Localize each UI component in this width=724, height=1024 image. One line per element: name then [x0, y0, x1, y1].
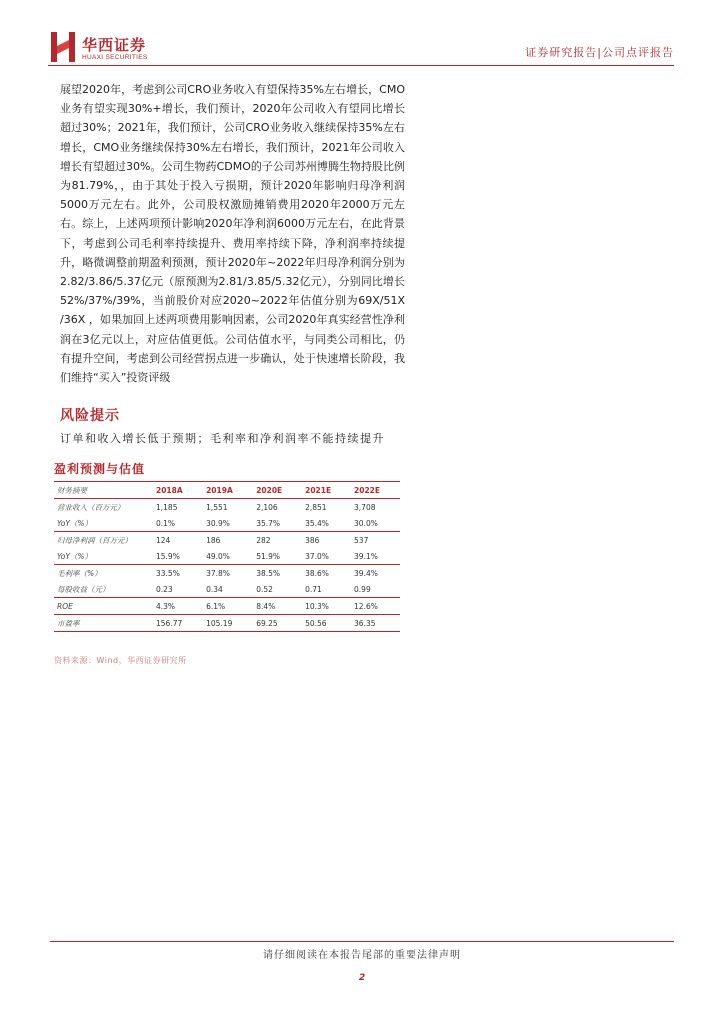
- table-cell: 0.99: [354, 584, 371, 594]
- brand-name-cn: 华西证券: [82, 36, 147, 54]
- table-cell: 282: [253, 532, 302, 549]
- year-header: 2020E: [253, 482, 302, 499]
- row-label: 营业收入（百万元）: [57, 502, 125, 512]
- table-cell: 69.25: [253, 615, 302, 632]
- header-divider: [48, 65, 674, 66]
- table-cell: 1,185: [156, 502, 178, 512]
- report-type-label: 证券研究报告|公司点评报告: [525, 46, 674, 59]
- table-cell: 124: [153, 532, 203, 549]
- forecast-table: [54, 481, 400, 632]
- table-cell: 35.7%: [256, 518, 281, 528]
- table-row: [54, 532, 400, 549]
- table-cell: 51.9%: [256, 551, 281, 561]
- year-header: 2021E: [302, 482, 351, 499]
- risk-section-title: 风险提示: [60, 408, 120, 424]
- row-label: ROE: [54, 598, 153, 615]
- table-cell: 386: [302, 532, 351, 549]
- table-cell: 2,106: [256, 502, 278, 512]
- table-cell: 12.6%: [351, 598, 400, 615]
- table-cell: 49.0%: [206, 551, 230, 561]
- brand-name-en: HUAXI SECURITIES: [82, 54, 148, 61]
- table-cell: 1,551: [206, 502, 228, 512]
- table-cell: 3,708: [354, 502, 376, 512]
- table-cell: 15.9%: [156, 551, 180, 561]
- table-cell: 39.4%: [351, 565, 400, 582]
- table-source-note: 资料来源：Wind，华西证券研究所: [54, 656, 187, 665]
- table-header-row: [54, 482, 400, 499]
- table-cell: 35.4%: [305, 518, 329, 528]
- row-label: 市盈率: [54, 615, 153, 632]
- table-cell: 36.35: [351, 615, 400, 632]
- year-header: 2022E: [351, 482, 400, 499]
- table-cell: 10.3%: [302, 598, 351, 615]
- legal-disclaimer: 请仔细阅读在本报告尾部的重要法律声明: [263, 950, 461, 961]
- table-cell: 37.0%: [305, 551, 329, 561]
- page-number: 2: [358, 973, 366, 983]
- table-cell: 30.0%: [354, 518, 378, 528]
- table-row: [54, 499, 400, 516]
- table-cell: 8.4%: [253, 598, 302, 615]
- table-cell: 6.1%: [203, 598, 253, 615]
- table-cell: 39.1%: [354, 551, 378, 561]
- table-cell: 38.6%: [302, 565, 351, 582]
- table-cell: 0.52: [256, 584, 273, 594]
- table-cell: 0.1%: [156, 518, 176, 528]
- summary-paragraph: 展望2020年，考虑到公司CRO业务收入有望保持35%左右增长，CMO业务有望实现30%+增长，我们预计，2020年公司收入有望同比增长超过30%；2021年，我们预计，公司CRO业务收入继续保持35%左右增长，CMO业务继续保持30%左右增长，我们预计，2021年公司收入增长有望超过30%。公司生物药CDMO的子公司苏州博腾生物持股比例为81.79%，，由于其处于投入亏损期，预计2020年影响归母净利润5000万元左右。此外，公司股权激励摊销费用2020年2000万元左右。综上，上述两项预计影响2020年净利润6000万元左右，在此背景下，考虑到公司毛利率持续提升、费用率持续下降，净利润率持续提升，略微调整前期盈利预测，预计2020年~2022年归母净利润分别为2.82/3.86/5.37亿元（原预测为2.81/3.85/5.32亿元），分别同比增长52%/37%/39%，当前股价对应2020~2022年估值分别为69X/51X /36X ，如果加回上述两项费用影响因素，公司2020年真实经营性净利润在3亿元以上，对应估值更低。公司估值水平，与同类公司相比，仍有提升空间，考虑到公司经营拐点进一步确认，处于快速增长阶段，我们维持“买入”投资评级: [60, 83, 405, 385]
- table-cell: 37.8%: [203, 565, 253, 582]
- table-row: [54, 615, 400, 632]
- row-label: YoY（%）: [57, 551, 93, 561]
- table-row: [54, 565, 400, 582]
- row-label: 毛利率（%）: [54, 565, 153, 582]
- table-row: [54, 515, 400, 532]
- forecast-table-container: [54, 481, 400, 632]
- table-cell: 33.5%: [153, 565, 203, 582]
- table-cell: 0.34: [206, 584, 223, 594]
- table-cell: 4.3%: [153, 598, 203, 615]
- huaxi-logo-icon: [51, 32, 75, 62]
- investment-summary: [60, 80, 405, 387]
- table-header-label: 财务摘要: [54, 482, 153, 499]
- table-cell: 156.77: [153, 615, 203, 632]
- table-row: [54, 581, 400, 598]
- year-header: 2019A: [203, 482, 253, 499]
- row-label: YoY（%）: [57, 518, 93, 528]
- table-row: [54, 598, 400, 615]
- footer-divider: [50, 941, 674, 942]
- row-label: 每股收益（元）: [57, 584, 110, 594]
- page-header: [48, 30, 674, 64]
- table-cell: 186: [203, 532, 253, 549]
- table-cell: 2,851: [305, 502, 327, 512]
- forecast-table-title: 盈利预测与估值: [54, 462, 146, 476]
- table-cell: 537: [351, 532, 400, 549]
- table-cell: 0.23: [156, 584, 173, 594]
- table-cell: 30.9%: [206, 518, 230, 528]
- row-label: 归母净利润（百万元）: [54, 532, 153, 549]
- risk-section-text: 订单和收入增长低于预期；毛利率和净利润率不能持续提升: [60, 432, 385, 445]
- year-header: 2018A: [153, 482, 203, 499]
- table-cell: 50.56: [302, 615, 351, 632]
- table-cell: 105.19: [203, 615, 253, 632]
- table-row: [54, 548, 400, 565]
- table-cell: 0.71: [305, 584, 322, 594]
- table-cell: 38.5%: [253, 565, 302, 582]
